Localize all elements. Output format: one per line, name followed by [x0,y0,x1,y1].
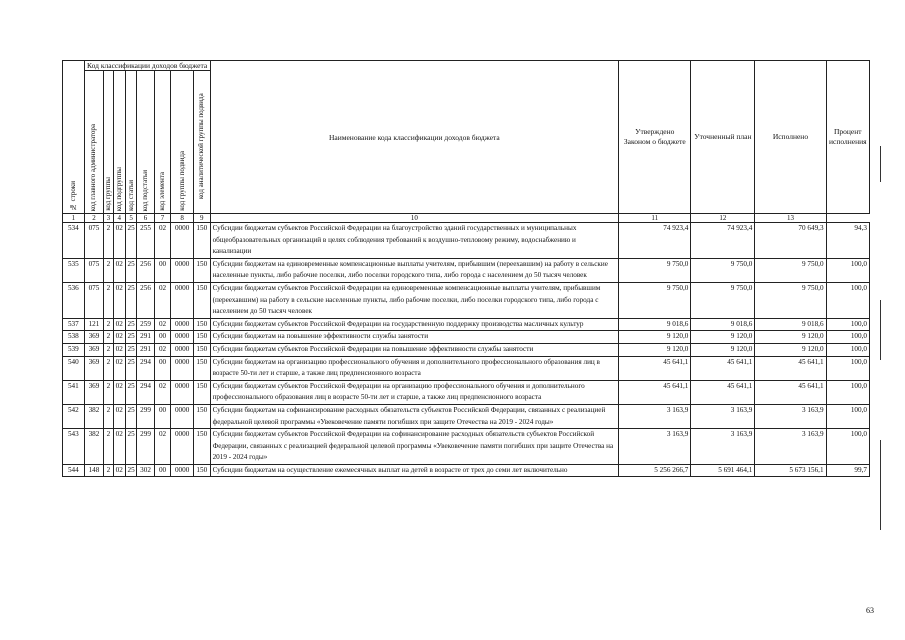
row-number: 543 [63,429,85,465]
subgroup-code: 02 [113,464,125,477]
analytic-group-code: 150 [193,258,210,282]
scan-edge-mark [880,440,881,530]
budget-table-page [62,60,870,477]
executed-amount: 9 750,0 [755,282,826,318]
executed-amount: 9 018,6 [755,318,826,331]
percent-executed: 100,0 [826,356,869,380]
header-admin-code: код главного администратора [84,71,104,214]
executed-amount: 45 641,1 [755,380,826,404]
executed-amount: 70 649,3 [755,223,826,259]
col-number: 10 [210,214,619,223]
header-classification-group: Код классификации доходов бюджета [84,61,210,71]
header-percent: Процент исполнения [826,61,869,214]
approved-amount: 45 641,1 [619,380,691,404]
analytic-group-code: 150 [193,404,210,428]
column-number-row [63,214,870,223]
header-analytic-group-code: код аналитической группы подвида [193,71,210,214]
header-element-code: код элемента [154,71,171,214]
subarticle-code: 259 [137,318,155,331]
col-number: 3 [104,214,113,223]
subvid-group-code: 0000 [171,318,194,331]
analytic-group-code: 150 [193,343,210,356]
col-number: 5 [125,214,136,223]
approved-amount: 9 120,0 [619,331,691,344]
table-row [63,258,870,282]
plan-amount: 9 120,0 [691,343,755,356]
group-code: 2 [104,464,113,477]
element-code: 00 [154,258,171,282]
row-name: Субсидии бюджетам на организацию профессионального обучения и дополнительного профессионального образования лиц в возрасте 50-ти лет и старше, а также лиц предпенсионного возраста [210,356,619,380]
admin-code: 369 [84,343,104,356]
approved-amount: 45 641,1 [619,356,691,380]
subarticle-code: 302 [137,464,155,477]
analytic-group-code: 150 [193,318,210,331]
plan-amount: 74 923,4 [691,223,755,259]
subarticle-code: 294 [137,356,155,380]
subgroup-code: 02 [113,429,125,465]
plan-amount: 9 120,0 [691,331,755,344]
table-row [63,380,870,404]
subarticle-code: 294 [137,380,155,404]
percent-executed: 100,0 [826,318,869,331]
analytic-group-code: 150 [193,282,210,318]
subgroup-code: 02 [113,356,125,380]
admin-code: 382 [84,404,104,428]
admin-code: 121 [84,318,104,331]
subarticle-code: 291 [137,343,155,356]
admin-code: 148 [84,464,104,477]
approved-amount: 74 923,4 [619,223,691,259]
row-number: 540 [63,356,85,380]
subvid-group-code: 0000 [171,380,194,404]
col-number: 2 [84,214,104,223]
article-code: 25 [125,380,136,404]
col-number: 6 [137,214,155,223]
table-row [63,356,870,380]
plan-amount: 5 691 464,1 [691,464,755,477]
row-name: Субсидии бюджетам на софинансирование расходных обязательств субъектов Российской Федерации, связанных с реализацией федеральной целевой программы «Увековечение памяти погибших при защите Отечества на 2019 - 2024 годы» [210,404,619,428]
analytic-group-code: 150 [193,331,210,344]
subgroup-code: 02 [113,331,125,344]
row-name: Субсидии бюджетам на повышение эффективности службы занятости [210,331,619,344]
header-row-no: № строки [63,61,85,214]
executed-amount: 3 163,9 [755,404,826,428]
subvid-group-code: 0000 [171,282,194,318]
approved-amount: 5 256 266,7 [619,464,691,477]
approved-amount: 9 120,0 [619,343,691,356]
row-number: 544 [63,464,85,477]
percent-executed: 100,0 [826,429,869,465]
admin-code: 075 [84,223,104,259]
percent-executed: 100,0 [826,331,869,344]
group-code: 2 [104,258,113,282]
scan-edge-mark [880,146,881,182]
col-number: 13 [755,214,826,223]
admin-code: 382 [84,429,104,465]
plan-amount: 45 641,1 [691,380,755,404]
group-code: 2 [104,429,113,465]
percent-executed: 100,0 [826,258,869,282]
subarticle-code: 299 [137,429,155,465]
analytic-group-code: 150 [193,356,210,380]
group-code: 2 [104,318,113,331]
approved-amount: 9 750,0 [619,282,691,318]
analytic-group-code: 150 [193,464,210,477]
row-name: Субсидии бюджетам на осуществление ежемесячных выплат на детей в возрасте от трех до семи лет включительно [210,464,619,477]
subvid-group-code: 0000 [171,223,194,259]
subarticle-code: 256 [137,258,155,282]
executed-amount: 9 120,0 [755,331,826,344]
element-code: 02 [154,380,171,404]
col-number: 1 [63,214,85,223]
page-number: 63 [866,606,874,615]
admin-code: 369 [84,356,104,380]
plan-amount: 9 750,0 [691,258,755,282]
row-number: 536 [63,282,85,318]
element-code: 02 [154,282,171,318]
percent-executed: 100,0 [826,343,869,356]
col-number: 11 [619,214,691,223]
analytic-group-code: 150 [193,380,210,404]
subgroup-code: 02 [113,343,125,356]
group-code: 2 [104,282,113,318]
subvid-group-code: 0000 [171,343,194,356]
subarticle-code: 291 [137,331,155,344]
table-row [63,343,870,356]
element-code: 00 [154,356,171,380]
header-subvid-group-code: код группы подвида [171,71,194,214]
col-number: 8 [171,214,194,223]
article-code: 25 [125,318,136,331]
article-code: 25 [125,429,136,465]
article-code: 25 [125,331,136,344]
row-name: Субсидии бюджетам субъектов Российской Федерации на единовременные компенсационные выплаты учителям, прибывшим (переехавшим) на работу в сельские населенные пункты, либо рабочие поселки, либо поселки городского типа, либо города с населением до 50 тысяч человек [210,282,619,318]
col-number: 9 [193,214,210,223]
revenue-classification-table [62,60,870,477]
subgroup-code: 02 [113,258,125,282]
col-number: 4 [113,214,125,223]
row-number: 542 [63,404,85,428]
element-code: 00 [154,331,171,344]
group-code: 2 [104,343,113,356]
row-name: Субсидии бюджетам субъектов Российской Федерации на государственную поддержку производства масличных культур [210,318,619,331]
row-number: 538 [63,331,85,344]
header-plan: Уточненный план [691,61,755,214]
row-name: Субсидии бюджетам субъектов Российской Федерации на софинансирование расходных обязательств субъектов Российской Федерации, связанных с реализацией федеральной целевой программы «Увековечение памяти погибших при защите Отечества на 2019 - 2024 годы» [210,429,619,465]
element-code: 00 [154,464,171,477]
subvid-group-code: 0000 [171,258,194,282]
article-code: 25 [125,223,136,259]
percent-executed: 94,3 [826,223,869,259]
subvid-group-code: 0000 [171,464,194,477]
row-number: 535 [63,258,85,282]
header-article-code: код статьи [125,71,136,214]
header-subarticle-code: код подстатьи [137,71,155,214]
plan-amount: 3 163,9 [691,404,755,428]
header-group-code: код группы [104,71,113,214]
row-number: 539 [63,343,85,356]
subarticle-code: 256 [137,282,155,318]
element-code: 02 [154,223,171,259]
subvid-group-code: 0000 [171,356,194,380]
approved-amount: 9 018,6 [619,318,691,331]
group-code: 2 [104,223,113,259]
executed-amount: 3 163,9 [755,429,826,465]
row-number: 537 [63,318,85,331]
subarticle-code: 255 [137,223,155,259]
col-number: 12 [691,214,755,223]
row-name: Субсидии бюджетам субъектов Российской Федерации на благоустройство зданий государственных и муниципальных общеобразовательных организаций в целях соблюдения требований к воздушно-тепловому режиму, водоснабжению и канализации [210,223,619,259]
subvid-group-code: 0000 [171,404,194,428]
group-code: 2 [104,356,113,380]
analytic-group-code: 150 [193,429,210,465]
executed-amount: 9 750,0 [755,258,826,282]
row-name: Субсидии бюджетам субъектов Российской Федерации на организацию профессионального обучения и дополнительного профессионального образования лиц в возрасте 50-ти лет и старше, а также лиц предпенсионного возраста [210,380,619,404]
admin-code: 369 [84,331,104,344]
element-code: 02 [154,429,171,465]
table-row [63,429,870,465]
executed-amount: 45 641,1 [755,356,826,380]
subvid-group-code: 0000 [171,429,194,465]
subgroup-code: 02 [113,282,125,318]
subvid-group-code: 0000 [171,331,194,344]
subgroup-code: 02 [113,404,125,428]
article-code: 25 [125,404,136,428]
executed-amount: 9 120,0 [755,343,826,356]
admin-code: 369 [84,380,104,404]
plan-amount: 45 641,1 [691,356,755,380]
percent-executed: 99,7 [826,464,869,477]
approved-amount: 3 163,9 [619,429,691,465]
group-code: 2 [104,331,113,344]
row-name: Субсидии бюджетам субъектов Российской Федерации на повышение эффективности службы занятости [210,343,619,356]
approved-amount: 3 163,9 [619,404,691,428]
admin-code: 075 [84,258,104,282]
row-number: 541 [63,380,85,404]
approved-amount: 9 750,0 [619,258,691,282]
table-row [63,223,870,259]
header-name: Наименование кода классификации доходов бюджета [210,61,619,214]
plan-amount: 9 750,0 [691,282,755,318]
plan-amount: 3 163,9 [691,429,755,465]
percent-executed: 100,0 [826,404,869,428]
table-row [63,404,870,428]
executed-amount: 5 673 156,1 [755,464,826,477]
article-code: 25 [125,343,136,356]
subgroup-code: 02 [113,380,125,404]
row-number: 534 [63,223,85,259]
plan-amount: 9 018,6 [691,318,755,331]
element-code: 02 [154,318,171,331]
table-row [63,282,870,318]
col-number: 7 [154,214,171,223]
table-row [63,331,870,344]
percent-executed: 100,0 [826,380,869,404]
admin-code: 075 [84,282,104,318]
subgroup-code: 02 [113,223,125,259]
group-code: 2 [104,380,113,404]
table-row [63,318,870,331]
header-approved: Утверждено Законом о бюджете [619,61,691,214]
percent-executed: 100,0 [826,282,869,318]
article-code: 25 [125,282,136,318]
header-executed: Исполнено [755,61,826,214]
analytic-group-code: 150 [193,223,210,259]
subgroup-code: 02 [113,318,125,331]
row-name: Субсидии бюджетам на единовременные компенсационные выплаты учителям, прибывшим (переехавшим) на работу в сельские населенные пункты, либо рабочие поселки, либо поселки городского типа, либо города с населением до 50 тысяч человек [210,258,619,282]
element-code: 02 [154,343,171,356]
scan-edge-mark [880,300,881,360]
header-subgroup-code: код подгруппы [113,71,125,214]
element-code: 00 [154,404,171,428]
article-code: 25 [125,464,136,477]
article-code: 25 [125,258,136,282]
subarticle-code: 299 [137,404,155,428]
group-code: 2 [104,404,113,428]
article-code: 25 [125,356,136,380]
table-row [63,464,870,477]
